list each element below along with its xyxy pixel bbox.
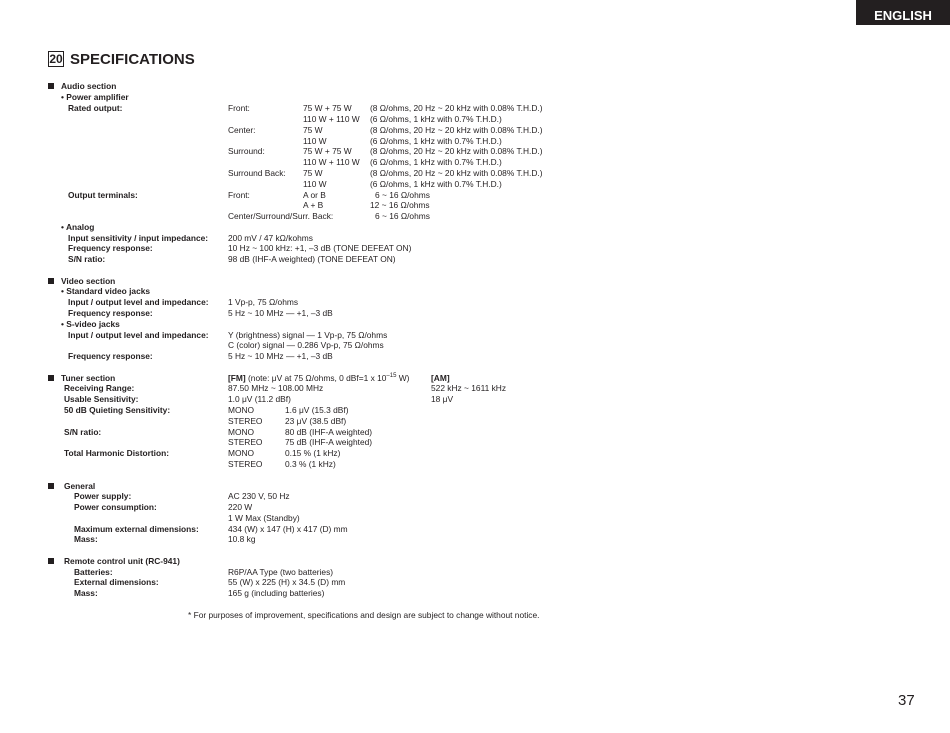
output-terminals-label: Output terminals: [68,190,138,200]
power-supply-value: AC 230 V, 50 Hz [228,491,290,501]
batteries-value: R6P/AA Type (two batteries) [228,567,334,577]
quieting-mono-value: 1.6 μV (15.3 dBf) [285,405,349,415]
input-sensitivity-value: 200 mV / 47 kΩ/kohms [228,233,313,243]
remote-mass-label: Mass: [74,588,98,598]
svideo-io-value-1: Y (brightness) signal — 1 Vp-p, 75 Ω/ohms [228,330,388,340]
quieting-mono-label: MONO [228,405,255,415]
bullet-square [48,278,54,284]
surround-back-cond-1: (8 Ω/ohms, 20 Hz ~ 20 kHz with 0.08% T.H.D.) [370,168,543,178]
front-cond-1: (8 Ω/ohms, 20 Hz ~ 20 kHz with 0.08% T.H.D.) [370,103,543,113]
section-number: 20 [49,52,63,66]
quieting-stereo-value: 23 μV (38.5 dBf) [285,416,347,426]
svideo-subheading: • S-video jacks [61,319,120,329]
analog-subheading: • Analog [61,222,95,232]
bullet-square [48,483,54,489]
thd-mono-label: MONO [228,448,255,458]
ot-front-label: Front: [228,190,250,200]
quieting-stereo-label: STEREO [228,416,263,426]
tuner-sn-mono-label: MONO [228,427,255,437]
center-value-1: 75 W [303,125,323,135]
footnote: * For purposes of improvement, specifications and design are subject to change without notice. [188,610,540,620]
surround-value-1: 75 W + 75 W [303,146,352,156]
language-label: ENGLISH [874,8,932,23]
svideo-freq-label: Frequency response: [68,351,153,361]
surround-back-value-1: 75 W [303,168,323,178]
center-cond-2: (6 Ω/ohms, 1 kHz with 0.7% T.H.D.) [370,136,502,146]
power-amp-subheading: • Power amplifier [61,92,129,102]
thd-stereo-label: STEREO [228,459,263,469]
video-heading: Video section [61,276,116,286]
io-level-label: Input / output level and impedance: [68,297,209,307]
surround-cond-1: (8 Ω/ohms, 20 Hz ~ 20 kHz with 0.08% T.H.D.) [370,146,543,156]
ot-ab2-value: 12 ~ 16 Ω/ohms [370,200,430,210]
usable-sensitivity-am: 18 μV [431,394,454,404]
tuner-sn-stereo-value: 75 dB (IHF-A weighted) [285,437,373,447]
batteries-label: Batteries: [74,567,113,577]
thd-mono-value: 0.15 % (1 kHz) [285,448,341,458]
usable-sensitivity-label: Usable Sensitivity: [64,394,139,404]
ot-csb-value: 6 ~ 16 Ω/ohms [375,211,430,221]
fm-label: [FM] [228,373,246,383]
tuner-sn-mono-value: 80 dB (IHF-A weighted) [285,427,373,437]
front-label: Front: [228,103,250,113]
remote-dimensions-value: 55 (W) x 225 (H) x 34.5 (D) mm [228,577,346,587]
surround-back-value-2: 110 W [303,179,327,189]
power-supply-label: Power supply: [74,491,132,501]
ot-ab1-label: A or B [303,190,326,200]
am-label: [AM] [431,373,450,383]
remote-mass-value: 165 g (including batteries) [228,588,325,598]
receiving-range-label: Receiving Range: [64,383,135,393]
mass-value: 10.8 kg [228,534,256,544]
usable-sensitivity-fm: 1.0 μV (11.2 dBf) [228,394,291,404]
freq-response-label: Frequency response: [68,243,153,253]
mass-label: Mass: [74,534,98,544]
front-value-1: 75 W + 75 W [303,103,352,113]
thd-stereo-value: 0.3 % (1 kHz) [285,459,336,469]
front-value-2: 110 W + 110 W [303,114,360,124]
remote-heading: Remote control unit (RC-941) [64,556,180,566]
surround-back-label: Surround Back: [228,168,286,178]
io-level-value: 1 Vp-p, 75 Ω/ohms [228,297,299,307]
svideo-freq-value: 5 Hz ~ 10 MHz — +1, –3 dB [228,351,333,361]
center-cond-1: (8 Ω/ohms, 20 Hz ~ 20 kHz with 0.08% T.H.D.) [370,125,543,135]
center-label: Center: [228,125,256,135]
receiving-range-fm: 87.50 MHz ~ 108.00 MHz [228,383,324,393]
rated-output-label: Rated output: [68,103,123,113]
surround-back-cond-2: (6 Ω/ohms, 1 kHz with 0.7% T.H.D.) [370,179,502,189]
language-tab [856,0,950,25]
tuner-sn-label: S/N ratio: [64,427,102,437]
video-freq-value: 5 Hz ~ 10 MHz — +1, –3 dB [228,308,333,318]
power-consumption-label: Power consumption: [74,502,157,512]
max-dimensions-label: Maximum external dimensions: [74,524,199,534]
ot-ab1-value: 6 ~ 16 Ω/ohms [375,190,430,200]
surround-value-2: 110 W + 110 W [303,157,360,167]
general-heading: General [64,481,96,491]
tuner-heading: Tuner section [61,373,116,383]
tuner-sn-stereo-label: STEREO [228,437,263,447]
thd-label: Total Harmonic Distortion: [64,448,169,458]
svideo-io-label: Input / output level and impedance: [68,330,209,340]
freq-response-value: 10 Hz ~ 100 kHz: +1, –3 dB (TONE DEFEAT ON) [228,243,412,253]
bullet-square [48,83,54,89]
page-number: 37 [898,692,915,709]
quieting-label: 50 dB Quieting Sensitivity: [64,405,171,415]
input-sensitivity-label: Input sensitivity / input impedance: [68,233,209,243]
front-cond-2: (6 Ω/ohms, 1 kHz with 0.7% T.H.D.) [370,114,502,124]
fm-note-text: (note: μV at 75 Ω/ohms, 0 dBf=1 x 10 [248,373,387,383]
standard-jacks-subheading: • Standard video jacks [61,286,151,296]
remote-dimensions-label: External dimensions: [74,577,159,587]
max-dimensions-value: 434 (W) x 147 (H) x 417 (D) mm [228,524,348,534]
sn-ratio-value: 98 dB (IHF-A weighted) (TONE DEFEAT ON) [228,254,396,264]
power-consumption-value-1: 220 W [228,502,253,512]
video-freq-label: Frequency response: [68,308,153,318]
fm-note-exponent: –15 [386,373,397,380]
bullet-square [48,558,54,564]
ot-csb-label: Center/Surround/Surr. Back: [228,211,334,221]
bullet-square [48,375,54,381]
surround-cond-2: (6 Ω/ohms, 1 kHz with 0.7% T.H.D.) [370,157,502,167]
center-value-2: 110 W [303,136,327,146]
page-title: SPECIFICATIONS [70,51,195,68]
svideo-io-value-2: C (color) signal — 0.286 Vp-p, 75 Ω/ohms [228,340,384,350]
receiving-range-am: 522 kHz ~ 1611 kHz [431,383,507,393]
surround-label: Surround: [228,146,265,156]
ot-ab2-label: A + B [303,200,324,210]
power-consumption-value-2: 1 W Max (Standby) [228,513,300,523]
audio-heading: Audio section [61,81,117,91]
fm-note-unit: W) [396,373,410,383]
sn-ratio-label: S/N ratio: [68,254,106,264]
